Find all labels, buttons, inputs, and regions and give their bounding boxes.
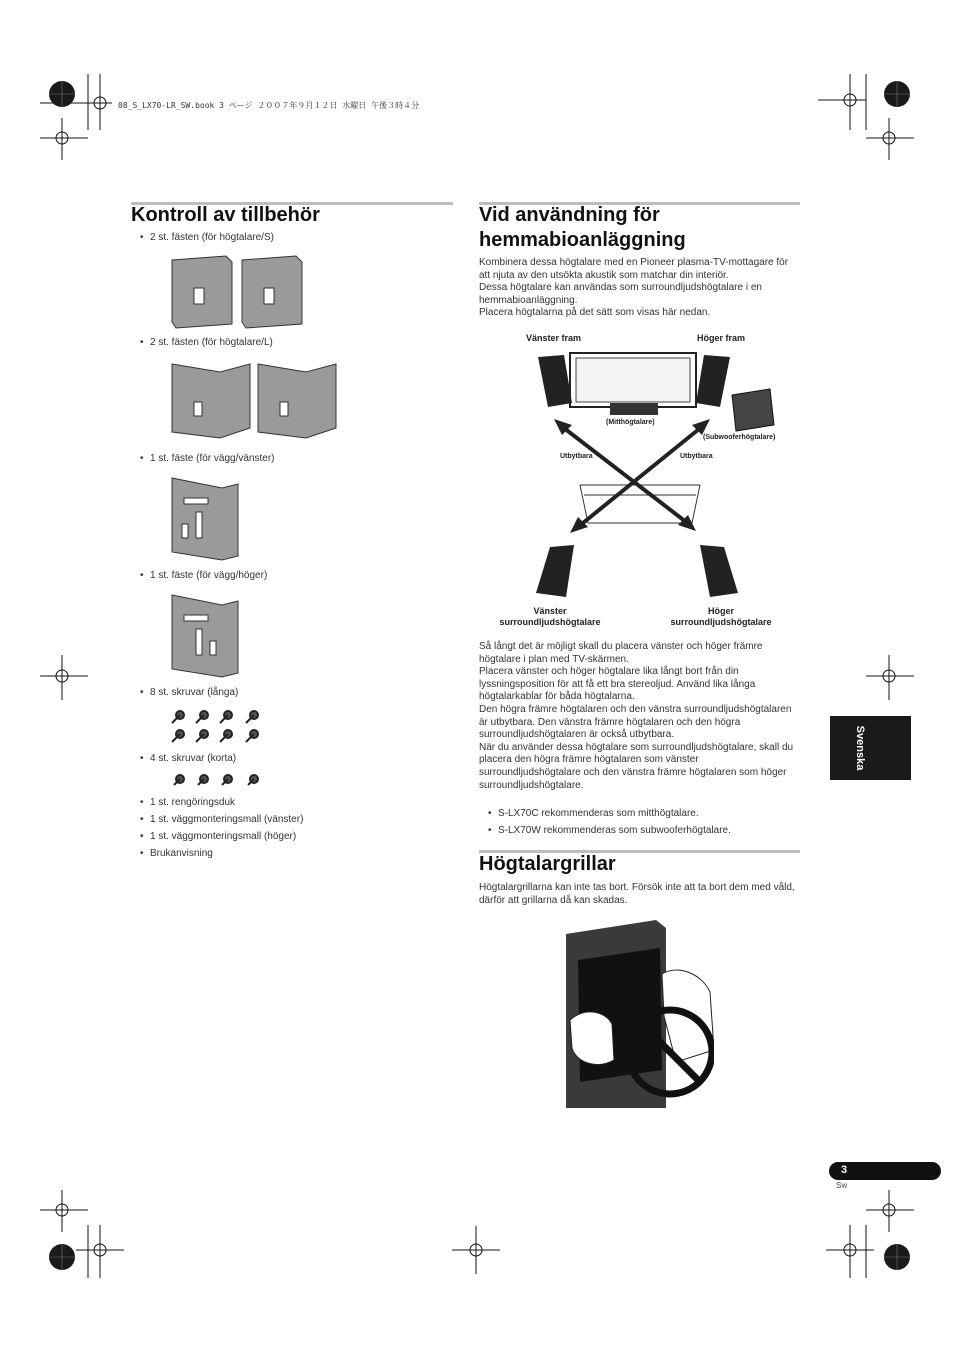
bracket-l-illustration [168, 358, 344, 442]
section-title-accessories: Kontroll av tillbehör [131, 204, 320, 226]
label-swap-right: Utbytbara [680, 453, 713, 460]
section-title-home-theater: Vid användning för hemmabioanläggning [479, 204, 686, 251]
label-swap-left: Utbytbara [560, 453, 593, 460]
accessory-item: • 2 st. fästen (för högtalare/S) [140, 232, 274, 243]
short-screws-illustration [170, 771, 270, 791]
accessory-item: • 2 st. fästen (för högtalare/L) [140, 337, 273, 348]
accessory-item: • 8 st. skruvar (långa) [140, 687, 238, 698]
page-language-code: Sw [836, 1181, 848, 1190]
accessory-item: • Brukanvisning [140, 848, 213, 859]
intro-text: Kombinera dessa högtalare med en Pioneer plasma-TV-mottagare för att njuta av den utsökta akustik som matchar din interiör. Dessa högtalare kan användas som surroundljudshögtalare i en hemmabioanläggning. Placera högtalarna på det sätt som visas här nedan. [479, 257, 789, 319]
recommendation-item: • S-LX70C rekommenderas som mitthögtalare. [488, 808, 699, 819]
accessory-item: • 1 st. fäste (för vägg/vänster) [140, 453, 275, 464]
grill-warning-illustration [566, 920, 714, 1110]
long-screws-illustration [170, 705, 270, 745]
label-surround-right: Höger surroundljudshögtalare [670, 606, 772, 627]
label-front-right: Höger fram [697, 333, 746, 343]
label-surround-left: Vänster surroundljudshögtalare [499, 606, 601, 627]
page-number-tab [829, 1162, 941, 1180]
speaker-placement-diagram [520, 345, 790, 630]
accessory-item: • 4 st. skruvar (korta) [140, 753, 236, 764]
label-center: (Mitthögtalare) [606, 419, 655, 426]
accessory-item: • 1 st. väggmonteringsmall (höger) [140, 831, 296, 842]
accessory-item: • 1 st. rengöringsduk [140, 797, 235, 808]
section-title-grills: Högtalargrillar [479, 853, 616, 875]
bracket-s-illustration [168, 252, 308, 332]
grill-text: Högtalargrillarna kan inte tas bort. Försök inte att ta bort dem med våld, därför att grillarna då kan skadas. [479, 882, 795, 906]
wall-bracket-left-illustration [168, 472, 244, 562]
print-header: 08_S_LX70-LR_SW.book 3 ページ ２００７年９月１２日 水曜日 午後３時４分 [118, 101, 420, 110]
placement-text: Så långt det är möjligt skall du placera vänster och höger främre högtalare i plan med TV-skärmen. Placera vänster och höger högtalare lika långt bort från din lyssningsposition för att få ett bra stereoljud. Använd lika långa högtalarkablar för båda högtalarna. Den högra främre högtalaren och den vänstra surroundljudshögtalaren är utbytbara. Den vänstra främre högtalaren och den högra surroundljudshögtalaren är också utbytbara. När du använder dessa högtalare som surroundljudshögtalare, skall du placera den högra främre högtalaren som vänster surroundljudshögtalare och den vänstra främre högtalaren som höger surroundljudshögtalare. [479, 641, 794, 791]
language-side-tab: Svenska [830, 716, 911, 780]
label-front-left: Vänster fram [526, 333, 582, 343]
accessory-item: • 1 st. fäste (för vägg/höger) [140, 570, 267, 581]
recommendation-item: • S-LX70W rekommenderas som subwooferhögtalare. [488, 825, 731, 836]
label-subwoofer: (Subwooferhögtalare) [703, 434, 776, 441]
accessory-item: • 1 st. väggmonteringsmall (vänster) [140, 814, 303, 825]
page-number: 3 [841, 1164, 848, 1176]
wall-bracket-right-illustration [168, 589, 244, 679]
